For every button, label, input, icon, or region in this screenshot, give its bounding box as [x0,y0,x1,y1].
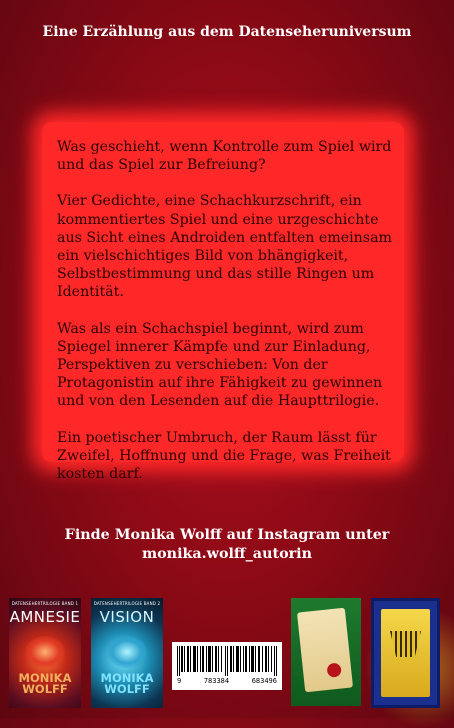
scroll-illustration [297,608,353,693]
book-author: MONIKA WOLFF [100,671,154,696]
barcode-lead-digit: 9 [177,677,182,685]
instagram-note [0,526,454,564]
instagram-handle: monika.wolff_autorin [142,546,312,562]
book-title: VISION [99,608,155,626]
book-cover-vision [91,598,163,708]
book-cover-amnesie [9,598,81,708]
barcode-bars [177,646,277,676]
instagram-line: Finde Monika Wolff auf Instagram unter [64,527,390,543]
book-author: MONIKA WOLFF [18,671,72,696]
eye-illustration [25,636,65,668]
book-cover-gold [371,598,440,708]
eye-illustration [107,636,147,668]
blurb-text [57,138,407,501]
barcode-left-group: 783384 [203,677,230,685]
blurb-paragraph: Was als ein Schachspiel beginnt, wird zum Spiegel innerer Kämpfe und zur Einladung, Perspektiven zu verschieben: Von der Protagonistin auf ihre Fähigkeit zu gewinnen und von den Lesenden auf die Haupttrilogie. [57,320,383,410]
crown-illustration [390,631,421,657]
blurb-paragraph: Vier Gedichte, eine Schachkurzschrift, ein kommentiertes Spiel und eine urzgeschichte aus Sicht eines Androiden entfalten emeinsam ein vielschichtiges Bild von bhängigkeit, Selbstbestimmung und das stille Ringen um Identität. [57,193,392,301]
book-series: DATENSEHERTRILOGIE BAND 1 [11,601,79,606]
tagline: Eine Erzählung aus dem Datenseheruniversum [42,24,412,40]
book-cover-scroll [291,598,361,706]
gold-panel [381,609,430,697]
blurb-paragraph: Was geschieht, wenn Kontrolle zum Spiel wird und das Spiel zur Befreiung? [57,139,392,174]
wax-seal-icon [326,662,341,677]
isbn-barcode [172,642,282,690]
barcode-numbers [177,677,277,685]
blurb-paragraph: Ein poetischer Umbruch, der Raum lässt für Zweifel, Hoffnung und die Frage, was Freiheit kosten darf. [57,429,391,483]
book-series: DATENSEHERTRILOGIE BAND 2 [93,601,161,606]
book-title: AMNESIE [9,608,81,626]
barcode-right-group: 683496 [251,677,277,685]
